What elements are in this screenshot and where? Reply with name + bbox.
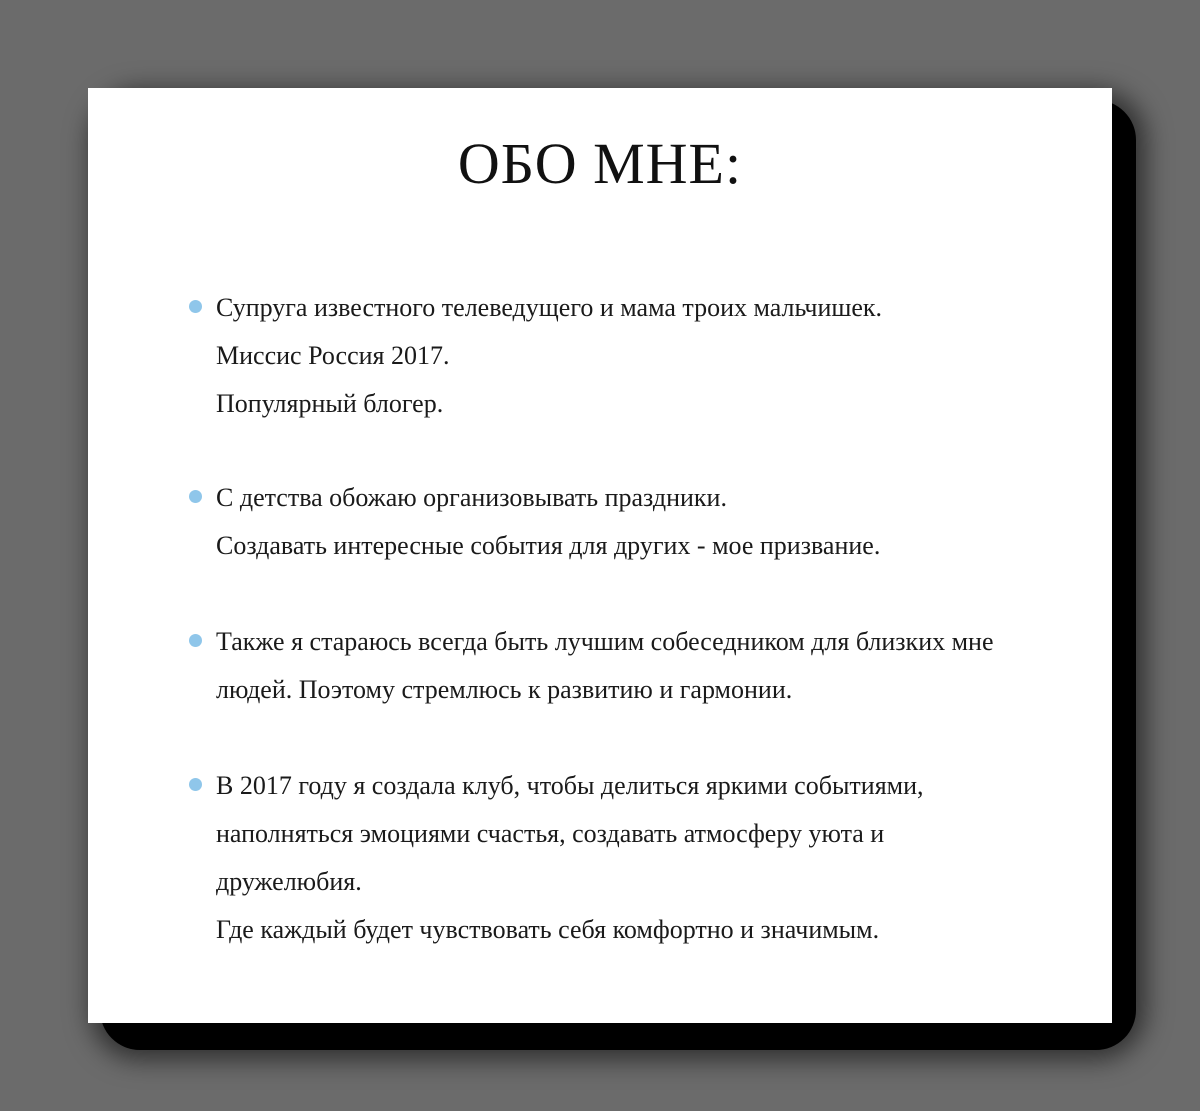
item-line: Супруга известного телеведущего и мама троих мальчишек. [216,293,883,322]
page-title: ОБО МНЕ: [457,131,743,196]
list-item [216,284,1096,428]
item-line: В 2017 году я создала клуб, чтобы делиться яркими событиями, [216,771,924,800]
bullet-icon [189,300,202,313]
item-line: Где каждый будет чувствовать себя комфортно и значимым. [216,915,880,944]
list-item [216,618,1096,714]
list-item [216,762,1096,954]
item-line: Также я стараюсь всегда быть лучшим собеседником для близких мне [216,627,994,656]
item-line: Миссис Россия 2017. [216,341,450,370]
item-line: дружелюбия. [216,867,362,896]
item-line: С детства обожаю организовывать праздники. [216,483,727,512]
item-line: Создавать интересные события для других - мое призвание. [216,531,881,560]
bullet-icon [189,634,202,647]
item-line: наполняться эмоциями счастья, создавать атмосферу уюта и [216,819,885,848]
bullet-icon [189,778,202,791]
item-line: людей. Поэтому стремлюсь к развитию и гармонии. [216,675,793,704]
item-line: Популярный блогер. [216,389,444,418]
list-item [216,474,1096,570]
bullet-icon [189,490,202,503]
